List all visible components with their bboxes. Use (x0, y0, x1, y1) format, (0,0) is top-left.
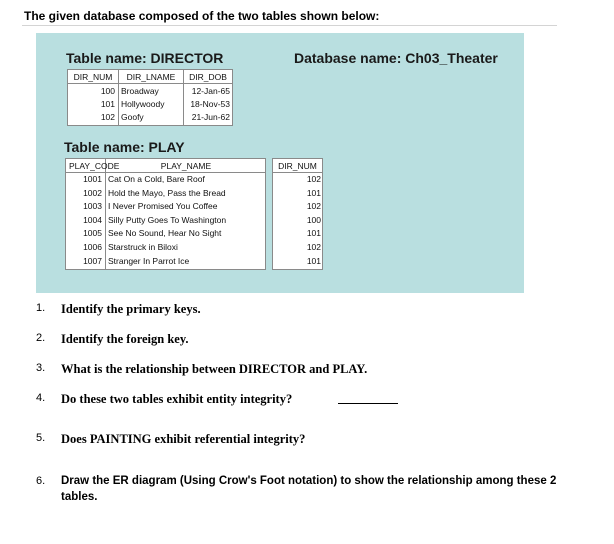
play-header: PLAY_CODE (69, 161, 120, 171)
question-number: 1. (36, 302, 46, 314)
question-number: 5. (36, 432, 46, 444)
director-cell: 101 (100, 99, 115, 109)
play-cell: 102 (306, 201, 321, 212)
director-table (67, 69, 233, 126)
question-number: 2. (36, 332, 46, 344)
answer-blank (338, 394, 398, 404)
question-text: Identify the primary keys. (61, 302, 201, 316)
director-header: DIR_DOB (189, 72, 227, 82)
director-header: DIR_NUM (73, 72, 113, 82)
play-cell: 1002 (83, 187, 102, 198)
question-text: What is the relationship between DIRECTOR and PLAY. (61, 362, 368, 376)
director-cell: 102 (100, 112, 115, 122)
play-cell: 1003 (83, 201, 102, 212)
play-cell: Stranger In Parrot Ice (108, 255, 190, 266)
schema-panel (36, 33, 524, 293)
play-cell: Hold the Mayo, Pass the Bread (108, 187, 226, 198)
play-cell: 101 (306, 228, 321, 239)
play-table-title: Table name: PLAY (64, 139, 185, 155)
play-cell: See No Sound, Hear No Sight (108, 228, 222, 239)
play-cell: I Never Promised You Coffee (108, 201, 218, 212)
play-header: DIR_NUM (278, 161, 317, 171)
question-text: Do these two tables exhibit entity integrity? (61, 392, 293, 406)
play-cell: Silly Putty Goes To Washington (108, 214, 227, 225)
play-cell: 101 (306, 255, 321, 266)
question-text-continued: tables. (61, 491, 98, 503)
director-cell: 18-Nov-53 (190, 99, 230, 109)
play-cell: 102 (306, 174, 321, 184)
director-cell: Goofy (121, 112, 144, 122)
play-cell: 1005 (83, 228, 102, 239)
question-text: Identify the foreign key. (61, 332, 189, 346)
director-cell: 21-Jun-62 (191, 112, 230, 122)
director-cell: Broadway (121, 86, 159, 96)
divider (22, 25, 557, 26)
director-cell: Hollywoody (121, 99, 165, 109)
question-number: 4. (36, 392, 46, 404)
play-cell: 101 (306, 187, 321, 198)
database-name: Database name: Ch03_Theater (294, 50, 498, 66)
director-table-title: Table name: DIRECTOR (66, 50, 224, 66)
question-number: 3. (36, 362, 46, 374)
play-cell: 1001 (83, 174, 102, 184)
play-cell: 100 (306, 214, 321, 225)
play-cell: Starstruck in Biloxi (108, 242, 178, 252)
play-cell: 1007 (83, 255, 102, 266)
question-text: Draw the ER diagram (Using Crow's Foot notation) to show the relationship among these 2 (61, 475, 557, 487)
director-cell: 100 (100, 86, 115, 96)
play-cell: 102 (306, 242, 321, 252)
intro-text: The given database composed of the two tables shown below: (24, 9, 380, 23)
question-number: 6. (36, 475, 46, 487)
play-cell: 1006 (83, 242, 102, 252)
play-cell: Cat On a Cold, Bare Roof (108, 174, 205, 184)
director-cell: 12-Jan-65 (191, 86, 230, 96)
play-header: PLAY_NAME (160, 161, 212, 171)
question-text: Does PAINTING exhibit referential integrity? (61, 432, 306, 446)
director-header: DIR_LNAME (126, 72, 176, 82)
play-cell: 1004 (83, 214, 102, 225)
